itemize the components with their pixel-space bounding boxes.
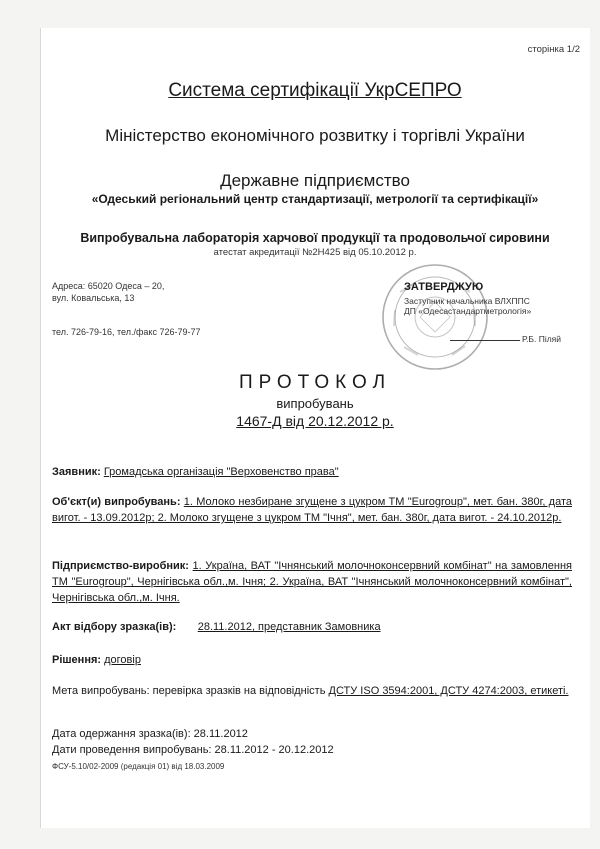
- regional-center-name: «Одеський регіональний центр стандартизації, метрології та сертифікації»: [91, 192, 539, 206]
- certification-system-title: Система сертифікації УкрСЕПРО: [168, 80, 462, 101]
- ministry-name: Міністерство економічного розвитку і торгівлі України: [105, 126, 525, 145]
- producer-field: [52, 558, 572, 606]
- accreditation-info: атестат акредитації №2Н425 від 05.10.2012 р.: [213, 247, 417, 258]
- sampling-act-field: [52, 619, 572, 635]
- approver-position-line-2: ДП «Одесастандартметрологія»: [404, 306, 532, 316]
- testing-dates: Дати проведення випробувань: 28.11.2012 - 20.12.2012: [52, 744, 334, 756]
- decision-field: [52, 652, 572, 668]
- address-block: [52, 280, 164, 304]
- applicant-label: Заявник:: [52, 466, 101, 478]
- applicant-value: Громадська організація "Верховенство права": [103, 466, 339, 478]
- test-purpose-label: Мета випробувань: перевірка зразків на відповідність: [52, 685, 326, 697]
- decision-value: договір: [104, 654, 141, 666]
- applicant-field: [52, 464, 572, 480]
- address-line-2: вул. Ковальська, 13: [52, 293, 135, 303]
- producer-value: 1. Україна, ВАТ "Ічнянський молочноконсервний комбінат" на замовлення ТМ "Eurogroup", Чернігівська обл.,м. Ічня; 2. Україна, ВАТ "Ічнянський молочноконсервний комбінат", Чернігівська обл.,м. Ічня.: [52, 560, 572, 604]
- page-number: сторінка 1/2: [527, 44, 580, 55]
- sample-received-date: Дата одержання зразка(ів): 28.11.2012: [52, 728, 248, 740]
- sampling-act-label: Акт відбору зразка(ів):: [52, 621, 177, 633]
- approver-position: [404, 296, 531, 316]
- producer-label: Підприємство-виробник:: [52, 560, 189, 572]
- protocol-subtitle: випробувань: [276, 396, 354, 411]
- signature-line: [450, 340, 520, 341]
- form-code: ФСУ-5.10/02-2009 (редакція 01) від 18.03.2009: [52, 762, 225, 771]
- test-objects-value: 1. Молоко незбиране згущене з цукром ТМ "Eurogroup", мет. бан. 380г, дата вигот. - 13.09.2012р; 2. Молоко згущене з цукром ТМ "Ічня", мет. бан. 380г, дата вигот. - 24.10.2012р.: [52, 496, 573, 524]
- laboratory-name: Випробувальна лабораторія харчової продукції та продовольчої сировини: [80, 231, 550, 245]
- enterprise-type: Державне підприємство: [220, 171, 410, 190]
- test-purpose-field: [52, 683, 572, 699]
- protocol-number: 1467-Д від 20.12.2012 р.: [236, 413, 394, 429]
- address-line-1: Адреса: 65020 Одеса – 20,: [52, 281, 165, 291]
- test-objects-field: [52, 494, 572, 526]
- approval-label: ЗАТВЕРДЖУЮ: [404, 281, 484, 293]
- sampling-act-value: 28.11.2012, представник Замовника: [197, 621, 381, 633]
- dates-block: [52, 726, 572, 758]
- phone-info: тел. 726-79-16, тел./факс 726-79-77: [52, 327, 201, 337]
- test-purpose-value: ДСТУ ISO 3594:2001, ДСТУ 4274:2003, етикеті.: [328, 685, 569, 697]
- seal-stamp-icon: [380, 262, 490, 372]
- decision-label: Рішення:: [52, 654, 102, 666]
- test-objects-label: Об'єкт(и) випробувань:: [52, 496, 181, 508]
- protocol-title: ПРОТОКОЛ: [238, 372, 392, 393]
- signer-name: Р.Б. Піляй: [522, 334, 562, 344]
- approver-position-line-1: Заступник начальника ВЛХППС: [404, 296, 530, 306]
